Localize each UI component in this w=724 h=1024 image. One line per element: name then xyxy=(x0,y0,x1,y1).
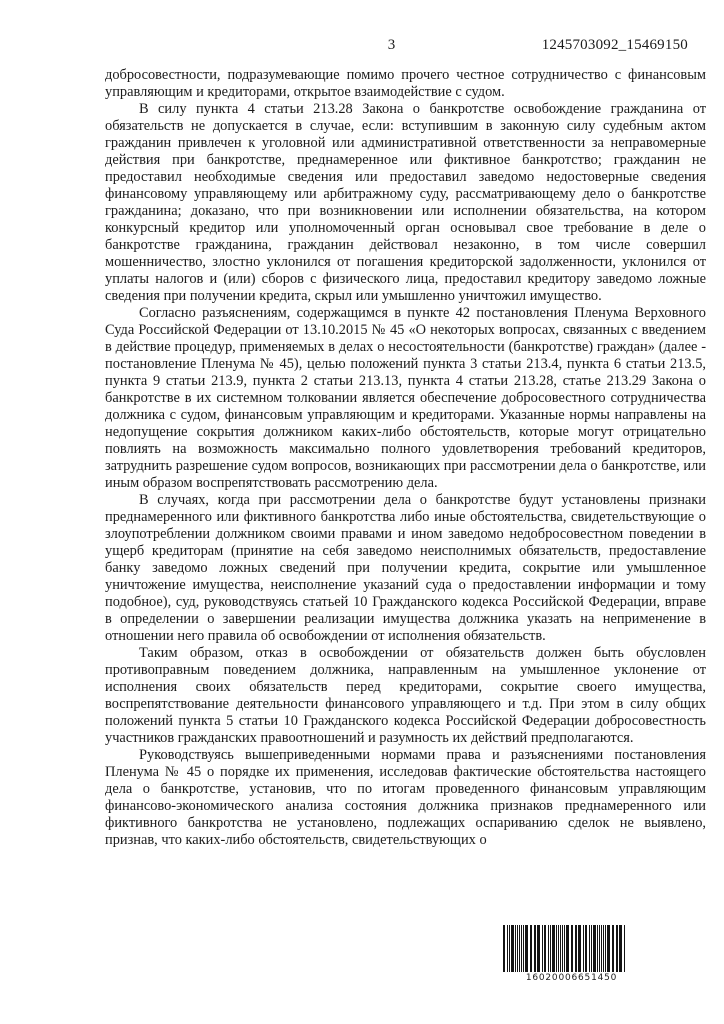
page-header xyxy=(105,37,706,57)
page-number: 3 xyxy=(387,37,396,53)
paragraph: Согласно разъяснениям, содержащимся в пункте 42 постановления Пленума Верховного Суда Российской Федерации от 13.10.2015 № 45 «О некоторых вопросах, связанных с введением в действие процедур, применяемых в делах о несостоятельности (банкротстве) граждан» (далее - постановление Пленума № 45), целью положений пункта 3 статьи 213.4, пункта 6 статьи 213.5, пункта 9 статьи 213.9, пункта 2 статьи 213.13, пункта 4 статьи 213.28, статье 213.29 Закона о банкротстве в их системном толковании является обеспечение добросовестного сотрудничества должника с судом, финансовым управляющим и кредиторами. Указанные нормы направлены на недопущение сокрытия должником каких-либо обстоятельств, которые могут отрицательно повлиять на возможность максимально полного удовлетворения требований кредиторов, затруднить разрешение судом вопросов, возникающих при рассмотрении дела о банкротстве, или иным образом воспрепятствовать рассмотрению дела. xyxy=(105,305,706,491)
paragraph: Руководствуясь вышеприведенными нормами права и разъяснениями постановления Пленума № 45 о порядке их применения, исследовав фактические обстоятельства настоящего дела о банкротстве, установив, что по итогам проведенного финансовым управляющим финансово-экономического анализа состояния должника признаков преднамеренного или фиктивного банкротства не установлено, подлежащих оспариванию сделок не выявлено, признав, что каких-либо обстоятельств, свидетельствующих о xyxy=(105,747,706,848)
paragraph: Таким образом, отказ в освобождении от обязательств должен быть обусловлен противоправным поведением должника, направленным на умышленное уклонение от исполнения своих обязательств перед кредиторами, сокрытие своего имущества, воспрепятствование деятельности финансового управляющего и т.д. При этом в силу общих положений пункта 5 статьи 10 Гражданского кодекса Российской Федерации добросовестность участников гражданских правоотношений и разумность их действий предполагаются. xyxy=(105,645,706,746)
barcode xyxy=(503,925,640,983)
paragraph-continuation: добросовестности, подразумевающие помимо прочего честное сотрудничество с финансовым управляющим и кредиторами, открытое взаимодействие с судом. xyxy=(105,67,706,100)
barcode-bars-image xyxy=(503,925,640,972)
document-body xyxy=(105,67,706,849)
document-id: 1245703092_15469150 xyxy=(541,37,688,53)
paragraph: В силу пункта 4 статьи 213.28 Закона о банкротстве освобождение гражданина от обязательств не допускается в случае, если: вступившим в законную силу судебным актом гражданин привлечен к уголовной или административной ответственности за неправомерные действия при банкротстве, преднамеренное или фиктивное банкротство; гражданин не предоставил необходимые сведения или предоставил заведомо недостоверные сведения финансовому управляющему или арбитражному суду, рассматривающему дело о банкротстве гражданина; доказано, что при возникновении или исполнении обязательства, на котором конкурсный кредитор или уполномоченный орган основывал свое требование в деле о банкротстве гражданина, гражданин действовал незаконно, в том числе совершил мошенничество, злостно уклонился от погашения кредиторской задолженности, уклонился от уплаты налогов и (или) сборов с физического лица, предоставил кредитору заведомо ложные сведения при получении кредита, скрыл или умышленно уничтожил имущество. xyxy=(105,101,706,304)
paragraph: В случаях, когда при рассмотрении дела о банкротстве будут установлены признаки преднамеренного или фиктивного банкротства либо иные обстоятельства, свидетельствующие о злоупотреблении должником своими правами и ином заведомо недобросовестном поведении в ущерб кредиторам (принятие на себя заведомо неисполнимых обязательств, предоставление банку заведомо ложных сведений при получении кредита, сокрытие или умышленное уничтожение имущества, неисполнение указаний суда о предоставлении информации и тому подобное), суд, руководствуясь статьей 10 Гражданского кодекса Российской Федерации, вправе в определении о завершении реализации имущества должника указать на неприменение в отношении него правила об освобождении от исполнения обязательств. xyxy=(105,492,706,644)
barcode-number: 16020006651450 xyxy=(525,973,618,983)
